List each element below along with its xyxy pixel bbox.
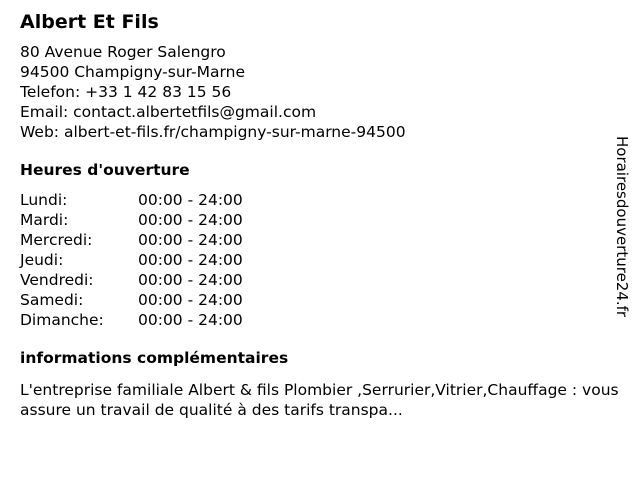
hours-row-vendredi [20, 270, 620, 290]
contact-block [20, 42, 620, 142]
opening-hours-heading: Heures d'ouverture [20, 161, 190, 179]
hours-row-mercredi [20, 230, 620, 250]
web-line[interactable]: Web: albert-et-fils.fr/champigny-sur-marne-94500 [20, 123, 406, 141]
day-label: Jeudi: [20, 251, 64, 269]
hours-row-dimanche [20, 310, 620, 330]
phone-line[interactable]: Telefon: +33 1 42 83 15 56 [20, 83, 232, 101]
time-range: 00:00 - 24:00 [138, 311, 243, 329]
business-card [20, 8, 620, 420]
additional-info-heading: informations complémentaires [20, 349, 289, 367]
address-line-1: 80 Avenue Roger Salengro [20, 43, 226, 61]
time-range: 00:00 - 24:00 [138, 271, 243, 289]
time-range: 00:00 - 24:00 [138, 211, 243, 229]
time-range: 00:00 - 24:00 [138, 251, 243, 269]
hours-row-lundi [20, 190, 620, 210]
watermark-text: Horairesdouverture24.fr [613, 136, 631, 318]
opening-hours-table [20, 190, 620, 330]
day-label: Lundi: [20, 191, 68, 209]
additional-info-text: L'entreprise familiale Albert & fils Plombier ,Serrurier,Vitrier,Chauffage : vous assure un travail de qualité à des tarifs transpa... [20, 381, 619, 419]
time-range: 00:00 - 24:00 [138, 191, 243, 209]
business-name: Albert Et Fils [20, 11, 159, 33]
day-label: Samedi: [20, 291, 84, 309]
site-watermark [612, 136, 632, 372]
day-label: Mercredi: [20, 231, 93, 249]
day-label: Mardi: [20, 211, 69, 229]
hours-row-mardi [20, 210, 620, 230]
day-label: Dimanche: [20, 311, 104, 329]
time-range: 00:00 - 24:00 [138, 231, 243, 249]
email-line[interactable]: Email: contact.albertetfils@gmail.com [20, 103, 317, 121]
day-label: Vendredi: [20, 271, 94, 289]
address-line-2: 94500 Champigny-sur-Marne [20, 63, 245, 81]
hours-row-samedi [20, 290, 620, 310]
time-range: 00:00 - 24:00 [138, 291, 243, 309]
hours-row-jeudi [20, 250, 620, 270]
